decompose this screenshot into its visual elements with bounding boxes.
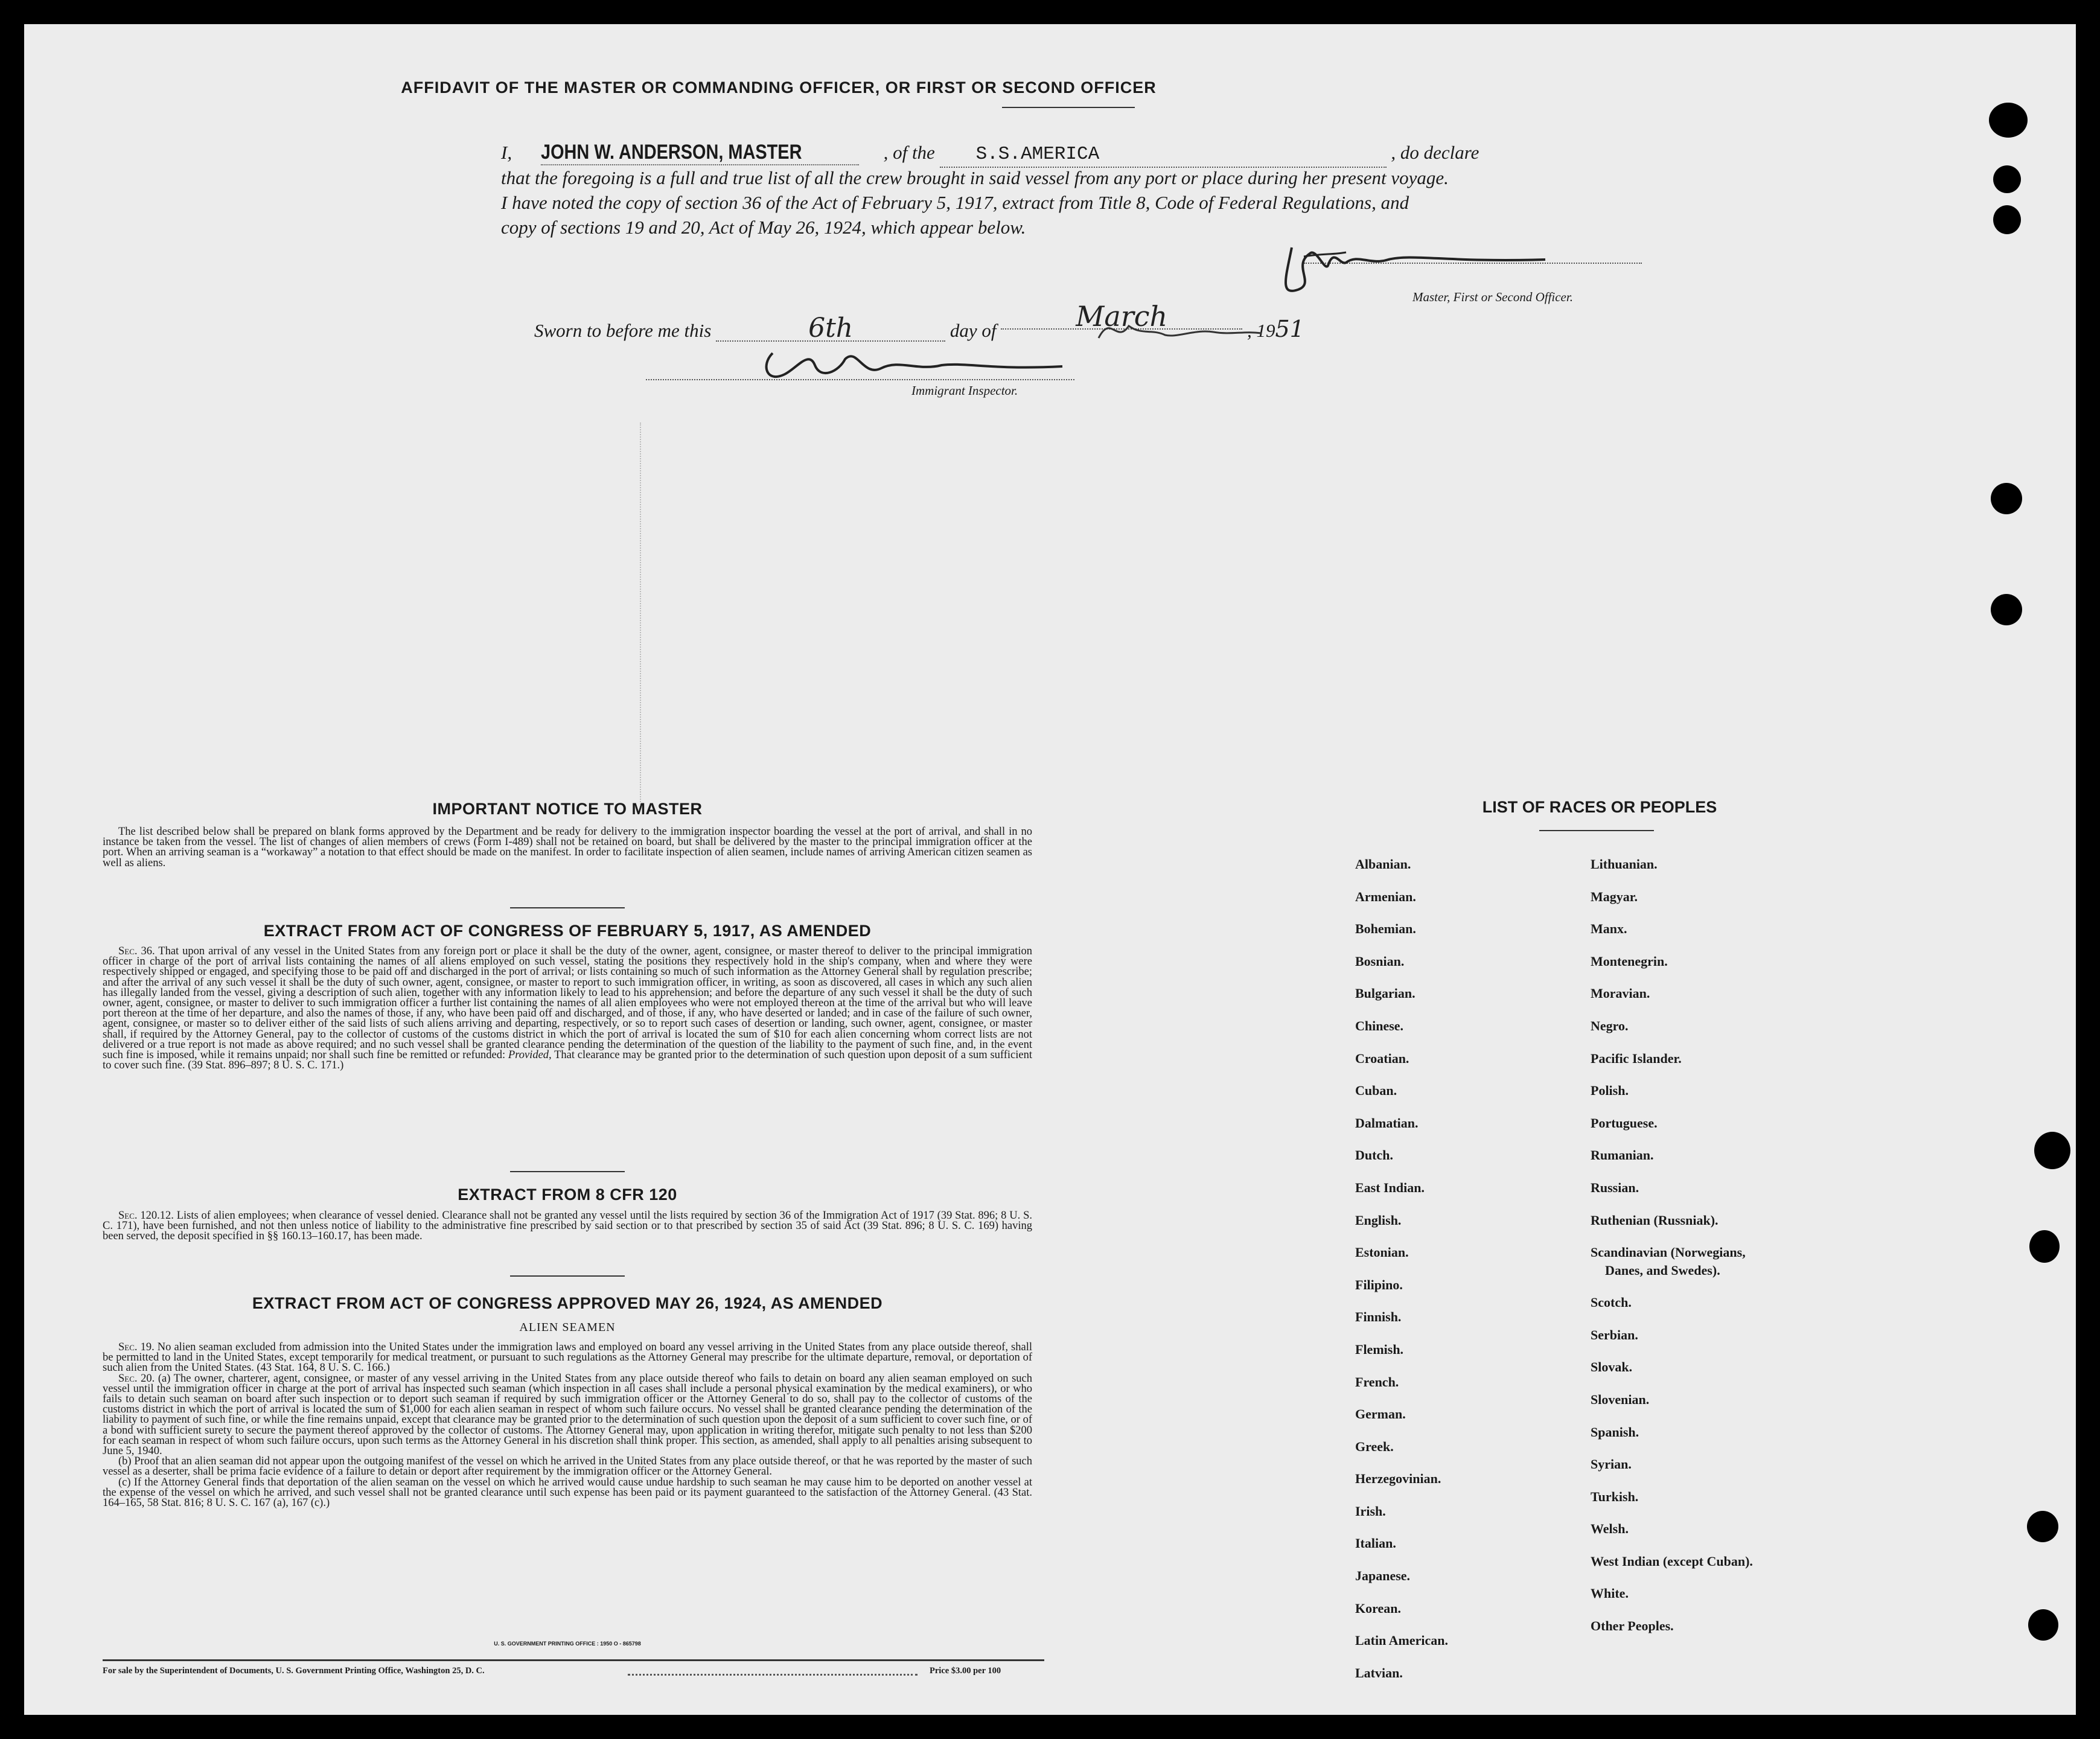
punch-hole <box>2034 1132 2070 1169</box>
race-item: Pacific Islander. <box>1591 1050 1682 1066</box>
race-item: East Indian. <box>1355 1179 1425 1195</box>
race-item: Dutch. <box>1355 1147 1393 1163</box>
race-item: Croatian. <box>1355 1050 1409 1066</box>
race-item: Serbian. <box>1591 1327 1638 1342</box>
race-item: German. <box>1355 1406 1406 1422</box>
races-rule <box>1539 830 1654 831</box>
race-item: Other Peoples. <box>1591 1618 1674 1634</box>
sec120-text: Lists of alien employees; when clearance of vessel denied. Clearance shall not be granted any vessel until the lists required by section 36 of the Immigration Act of 1917 (39 Stat. 896; 8 U. S. C. 171), have been furnished, and not then unless notice of liability to the administrative fine prescribed by said section or to that prescribed by section 35 of said Act (39 Stat. 896; 8 U. S. C. 169) having been served, the deposit specified in §§ 160.13–160.17, has been made. <box>103 1210 1033 1243</box>
footer-leader <box>628 1674 918 1676</box>
races-left-column <box>1355 848 1585 1689</box>
do-declare-label: , do declare <box>1391 142 1479 163</box>
race-item: Spanish. <box>1591 1424 1639 1440</box>
sec20c-text: (c) If the Attorney General finds that deportation of the alien seaman on the vessel on which he arrived would cause undue hardship to such seaman he may cause him to be deported on another vessel at the expense of the vessel on which he arrived, and such vessel shall not be granted clearance until such expense has been paid or its payment guaranteed to the satisfaction of the Attorney General. (43 Stat. 164–165, 58 Stat. 816; 8 U. S. C. 167 (a), 167 (c).) <box>103 1476 1032 1510</box>
punch-hole <box>1993 205 2021 234</box>
punch-hole <box>1993 165 2021 193</box>
master-name: JOHN W. ANDERSON, MASTER <box>541 140 859 165</box>
sec20-text: (a) The owner, charterer, agent, consignee, or master of any vessel arriving in the United States from any place outside thereof who fails to detain on board any alien seaman employed on such vessel until the immigration officer in charge at the port of arrival has inspected such seaman (which inspection in all cases shall include a personal physical examination by the medical examiners), or who fails to detain such seaman on board after such inspection or to deport such seaman if required by such immigration officer or the Attorney General to do so, shall pay to the collector of customs of the customs district in which the port of arrival is located the sum of $1,000 for each alien seaman in respect of whom such failure occurs. No vessel shall be granted clearance pending the determination of the liability to payment of such fine, or while the fine remains unpaid, except that clearance may be granted prior to the determination of such question upon the deposit of a sum sufficient to cover such fine, or of a bond with sufficient surety to secure the payment thereof approved by the collector of customs. The Attorney General may, upon application in writing therefor, mitigate such penalty to not less than $200 for each seaman in respect of whom such failure occurs, upon such terms as the Attorney General in his discretion shall think proper. This section, as amended, shall apply to all penalties arising subsequent to June 5, 1940. <box>103 1372 1033 1458</box>
extract-1917-title: EXTRACT FROM ACT OF CONGRESS OF FEBRUARY 5, 1917, AS AMENDED <box>263 922 872 940</box>
race-item: Armenian. <box>1355 889 1416 904</box>
footer-rule <box>103 1659 1044 1661</box>
race-item: Slovenian. <box>1591 1391 1650 1407</box>
struck-month <box>1093 302 1268 350</box>
race-item-multiline <box>1591 1236 1929 1286</box>
race-item: Estonian. <box>1355 1245 1409 1260</box>
race-item: English. <box>1355 1212 1402 1228</box>
race-item: Japanese. <box>1355 1568 1411 1584</box>
extract-1924-text <box>103 1342 1032 1508</box>
affidavit-line-2: that the foregoing is a full and true list of all the crew brought in said vessel from any port or place during her present voyage. <box>501 167 1449 188</box>
rule-3 <box>510 1275 625 1277</box>
sworn-day: 6th <box>716 316 945 342</box>
race-item: Latvian. <box>1355 1665 1403 1680</box>
sec36-text-end: That clearance may be granted prior to the determination of such question upon deposit of a sum sufficient to cover such fine. (39 Stat. 896–897; 8 U. S. C. 171.) <box>103 1049 1033 1072</box>
sec36-label: Sec. 36. <box>118 945 155 957</box>
day-of-label: day of <box>949 320 997 341</box>
race-item: West Indian (except Cuban). <box>1591 1553 1753 1569</box>
i-label: I, <box>501 142 512 163</box>
printing-office: U. S. GOVERNMENT PRINTING OFFICE : 1950 O - 865798 <box>494 1641 641 1647</box>
race-item: Dalmatian. <box>1355 1115 1419 1131</box>
race-item: Turkish. <box>1591 1489 1639 1504</box>
race-item: Korean. <box>1355 1600 1401 1616</box>
notice-paragraph: The list described below shall be prepared on blank forms approved by the Department and be ready for delivery to the immigration inspector boarding the vessel at the port of arrival, and shall in no instance be taken from the vessel. The list of changes of alien members of crews (Form I-489) shall not be retained on board, but shall be delivered by the master to the principal immigration officer at the port. When an arriving seaman is a “workaway” a notation to that effect should be made on the manifest. In order to facilitate inspection of alien seamen, include names of arriving American citizen seamen as well as aliens. <box>103 826 1032 869</box>
footer-price: Price $3.00 per 100 <box>930 1666 1001 1676</box>
race-item: Scandinavian (Norwegians, <box>1591 1245 1746 1260</box>
race-item: Moravian. <box>1591 986 1650 1001</box>
race-item: Welsh. <box>1591 1521 1629 1537</box>
rule-2 <box>510 1171 625 1172</box>
race-item: Polish. <box>1591 1083 1629 1099</box>
race-item: Filipino. <box>1355 1277 1403 1292</box>
rule-1 <box>510 907 625 908</box>
race-item: Montenegrin. <box>1591 953 1668 969</box>
affidavit-title: AFFIDAVIT OF THE MASTER OR COMMANDING OFFICER, OR FIRST OR SECOND OFFICER <box>401 78 1157 97</box>
sec36-provided: Provided, <box>508 1049 552 1062</box>
sworn-line <box>534 300 1440 343</box>
notice-title: IMPORTANT NOTICE TO MASTER <box>432 800 703 818</box>
race-item: Chinese. <box>1355 1018 1404 1033</box>
race-item: Danes, and Swedes). <box>1605 1263 1720 1278</box>
race-item: Syrian. <box>1591 1457 1632 1472</box>
of-the-label: , of the <box>883 142 935 163</box>
punch-hole <box>1989 103 2028 138</box>
punch-hole <box>2029 1230 2060 1263</box>
race-item: Manx. <box>1591 921 1627 937</box>
race-item: White. <box>1591 1586 1629 1601</box>
sec19-text: No alien seaman excluded from admission into the United States under the immigration laws and employed on board any vessel arriving in the United States from any place outside thereof, shall be permitted to land in the United States, except temporarily for medical treatment, or pursuant to such regulations as the Attorney General may prescribe for the ultimate departure, removal, or deportation of such alien from the United States. (43 Stat. 164, 8 U. S. C. 166.) <box>103 1341 1032 1374</box>
master-caption: Master, First or Second Officer. <box>1412 290 1573 304</box>
race-item: Bulgarian. <box>1355 986 1415 1001</box>
affidavit-line-4: copy of sections 19 and 20, Act of May 26, 1924, which appear below. <box>501 217 1026 238</box>
sec20-label: Sec. 20. <box>118 1372 155 1385</box>
inspector-caption: Immigrant Inspector. <box>911 383 1018 398</box>
race-item: Greek. <box>1355 1438 1394 1454</box>
race-item: Negro. <box>1591 1018 1629 1033</box>
punch-hole <box>1991 483 2022 514</box>
faint-dot-trail <box>640 423 645 809</box>
race-item: Flemish. <box>1355 1341 1404 1357</box>
footer-sale: For sale by the Superintendent of Documents, U. S. Government Printing Office, Washington 25, D. C. <box>103 1666 485 1676</box>
race-item: Bohemian. <box>1355 921 1416 937</box>
punch-hole <box>2027 1511 2058 1542</box>
race-item: Lithuanian. <box>1591 857 1658 872</box>
punch-hole <box>2028 1609 2058 1641</box>
race-item: Finnish. <box>1355 1309 1402 1325</box>
inspector-signature <box>761 341 1074 389</box>
year-suffix: 51 <box>1275 316 1304 342</box>
title-rule <box>1002 107 1135 108</box>
sec19-label: Sec. 19. <box>118 1341 155 1353</box>
extract-1924-title: EXTRACT FROM ACT OF CONGRESS APPROVED MAY 26, 1924, AS AMENDED <box>252 1294 883 1312</box>
sec36-text: That upon arrival of any vessel in the United States from any foreign port or place it shall be the duty of the owner, agent, consignee, or master thereof to deliver to the principal immigration officer in charge of the port of arrival lists containing the names of all aliens employed on such vessel, stating the positions they respectively hold in the ship's company, when and where they were respectively shipped or engaged, and specifying those to be paid off and discharged in the port of arrival; or lists containing so much of such information as the Attorney General shall by regulation prescribe; and after the arrival of any such vessel it shall be the duty of such owner, agent, consignee, or master to report to such immigration officer, in writing, as soon as discovered, all cases in which any such alien has illegally landed from the vessel, giving a description of such alien, together with any information likely to lead to his apprehension; and before the departure of any such vessel it shall be the duty of such owner, agent, consignee, or master to deliver to such immigration officer a further list containing the names of all alien employees who were not employed thereon at the time of the arrival but who will leave port thereon at the time of her departure, and also the names of those, if any, who have been paid off and discharged, and of those, if any, who have deserted or landed; and in case of the failure of such owner, agent, consignee, or master so to deliver either of the said lists of such aliens arriving and departing, respectively, or so to report such cases of desertion or landing, such owner, agent, consignee, or master shall, if required by the Attorney General, pay to the collector of customs of the customs district in which the port of arrival is located the sum of $10 for each alien concerning whom correct lists are not delivered or a true report is not made as above required; and no such vessel shall be granted clearance pending the determination of the question of the liability to the payment of such fine, and, in the event such fine is imposed, while it remains unpaid; nor shall such fine be remitted or refunded: <box>103 945 1033 1062</box>
race-item: Ruthenian (Russniak). <box>1591 1212 1719 1228</box>
race-item: Cuban. <box>1355 1083 1397 1099</box>
vessel-name: S.S.AMERICA <box>940 142 1387 168</box>
affidavit-line-1 <box>501 140 1648 168</box>
sworn-label: Sworn to before me this <box>534 320 712 341</box>
race-item: Latin American. <box>1355 1633 1448 1648</box>
race-item: Bosnian. <box>1355 953 1405 969</box>
race-item: Scotch. <box>1591 1295 1632 1310</box>
document-page <box>24 24 2076 1715</box>
affidavit-line-3: I have noted the copy of section 36 of the Act of February 5, 1917, extract from Title 8, Code of Federal Regulations, and <box>501 192 1409 213</box>
sec120-label: Sec. 120.12. <box>118 1210 174 1222</box>
race-item: Rumanian. <box>1591 1147 1654 1163</box>
punch-hole <box>1991 594 2022 625</box>
extract-cfr-title: EXTRACT FROM 8 CFR 120 <box>458 1185 677 1204</box>
races-right-column <box>1591 848 1929 1642</box>
extract-1917-text <box>103 946 1032 1071</box>
race-item: French. <box>1355 1374 1399 1390</box>
extract-cfr-text <box>103 1211 1032 1242</box>
sworn-month: March <box>1001 304 1242 330</box>
race-item: Magyar. <box>1591 889 1638 904</box>
race-item: Slovak. <box>1591 1359 1633 1375</box>
races-title: LIST OF RACES OR PEOPLES <box>1482 798 1717 816</box>
sec20b-text: (b) Proof that an alien seaman did not appear upon the outgoing manifest of the vessel on which he arrived in the United States from any place outside thereof, or that he was reported by the master of such vessel as a deserter, shall be prima facie evidence of a failure to detain or deport after requirement by the immigration officer or the Attorney General. <box>103 1455 1032 1478</box>
race-item: Italian. <box>1355 1536 1396 1551</box>
alien-seamen-subtitle: ALIEN SEAMEN <box>519 1321 616 1334</box>
race-item: Russian. <box>1591 1179 1639 1195</box>
notice-text <box>103 827 1032 869</box>
race-item: Portuguese. <box>1591 1115 1658 1131</box>
year-prefix: , 19 <box>1246 320 1275 341</box>
race-item: Herzegovinian. <box>1355 1471 1441 1487</box>
race-item: Irish. <box>1355 1503 1386 1519</box>
race-item: Albanian. <box>1355 857 1411 872</box>
